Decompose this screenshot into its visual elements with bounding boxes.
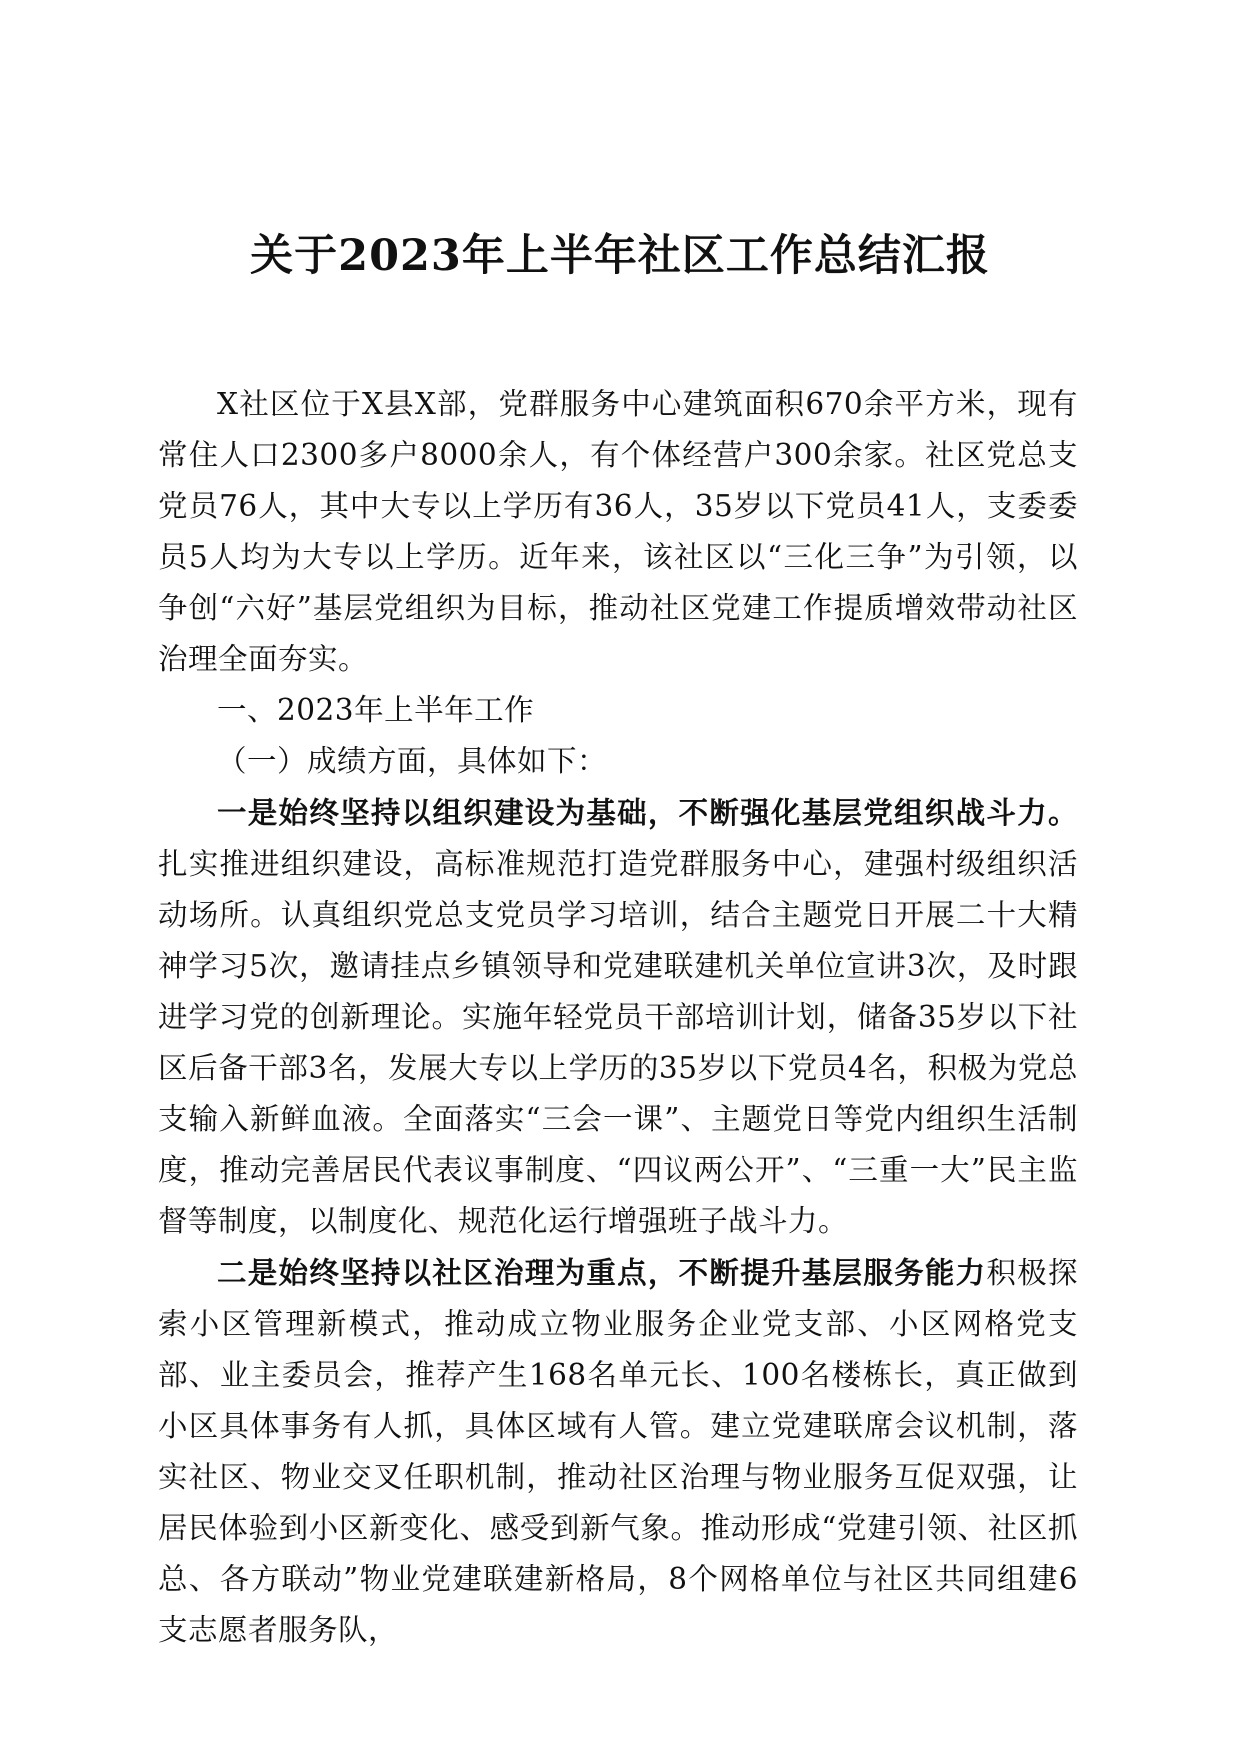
organization-building-paragraph — [158, 787, 1078, 1247]
community-governance-paragraph — [158, 1247, 1078, 1656]
community-governance-lead: 二是始终坚持以社区治理为重点，不断提升基层服务能力 — [217, 1255, 987, 1290]
organization-building-text: 扎实推进组织建设，高标准规范打造党群服务中心，建强村级组织活动场所。认真组织党总支党员学习培训，结合主题党日开展二十大精神学习5次，邀请挂点乡镇领导和党建联建机关单位宣讲3次，及时跟进学习党的创新理论。实施年轻党员干部培训计划，储备35岁以下社区后备干部3名，发展大专以上学历的35岁以下党员4名，积极为党总支输入新鲜血液。全面落实“三会一课”、主题党日等党内组织生活制度，推动完善居民代表议事制度、“四议两公开”、“三重一大”民主监督等制度，以制度化、规范化运行增强班子战斗力。 — [158, 847, 1078, 1238]
document-body — [158, 379, 1078, 1656]
document-title: 关于2023年上半年社区工作总结汇报 — [250, 231, 990, 281]
section-heading-1 — [158, 685, 1078, 736]
community-governance-text: 积极探索小区管理新模式，推动成立物业服务企业党支部、小区网格党支部、业主委员会，推荐产生168名单元长、100名楼栋长，真正做到小区具体事务有人抓，具体区域有人管。建立党建联席会议机制，落实社区、物业交叉任职机制，推动社区治理与物业服务互促双强，让居民体验到小区新变化、感受到新气象。推动形成“党建引领、社区抓总、各方联动”物业党建联建新格局，8个网格单位与社区共同组建6支志愿者服务队， — [158, 1256, 1078, 1647]
subsection-heading-1-text: （一）成绩方面，具体如下： — [217, 744, 608, 778]
section-heading-1-text: 一、2023年上半年工作 — [217, 693, 535, 727]
intro-paragraph-text: X社区位于X县X部，党群服务中心建筑面积670余平方米，现有常住人口2300多户8000余人，有个体经营户300余家。社区党总支党员76人，其中大专以上学历有36人，35岁以下党员41人，支委委员5人均为大专以上学历。近年来，该社区以“三化三争”为引领，以争创“六好”基层党组织为目标，推动社区党建工作提质增效带动社区治理全面夯实。 — [158, 387, 1078, 676]
intro-paragraph — [158, 379, 1078, 685]
subsection-heading-1 — [158, 736, 1078, 787]
organization-building-lead: 一是始终坚持以组织建设为基础，不断强化基层党组织战斗力。 — [217, 795, 1078, 830]
